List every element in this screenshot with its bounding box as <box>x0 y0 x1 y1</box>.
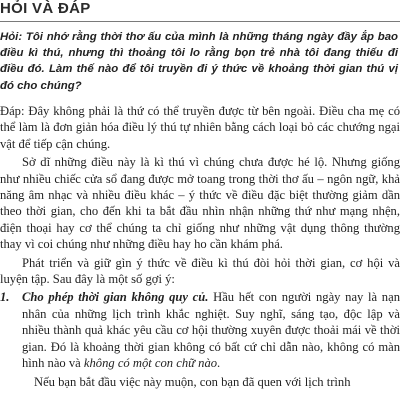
answer-paragraph-3: Phát triển và giữ gìn ý thức về điều kì thú đòi hỏi thời gian, cơ hội và luyện tập. Sau đây là một số gợi ý: <box>0 255 400 287</box>
list-item-text: Hầu hết con người ngày nay là nạn nhân của những lịch trình khắc nghiệt. Suy nghĩ, sáng tạo, độc lập và nhiều thành quả khác yêu cầu cơ hội thường xuyên được thoải mái về thời gian. Đó là khoảng thời gian không có bất cứ chỉ dẫn nào, không có màn hình nào và <box>22 290 400 371</box>
answer-paragraph-4: Nếu bạn bắt đầu việc này muộn, con bạn đã quen với lịch trình <box>34 374 351 389</box>
list-item-1 <box>0 289 400 371</box>
list-item-lead: Cho phép thời gian không quy củ. <box>22 290 209 305</box>
list-item-emphasis: không có một con chữ nào <box>83 356 218 371</box>
answer-body <box>0 103 400 392</box>
section-heading: HỎI VÀ ĐÁP <box>0 0 91 17</box>
heading-divider <box>0 21 400 22</box>
list-item-text-end: . <box>217 356 221 371</box>
question-paragraph: Hỏi: Tôi nhớ rằng thời thơ ấu của mình là những tháng ngày đầy ắp bao điều kì thú, nhưng thì thoảng tôi lo rằng bọn trẻ nhà tôi đang thiếu đi điều đó. Làm thế nào để tôi truyền đi ý thức về khoảng thời gian thú vị đó cho chúng? <box>0 31 398 92</box>
list-item-number: 1. <box>0 290 10 305</box>
answer-paragraph-2: Sở dĩ những điều này là kì thú vì chúng chưa được hé lộ. Nhưng giống như nhiều chiếc cửa sổ đang được mở toang trong thời thơ ấu – ngôn ngữ, khả năng âm nhạc và nhiều điều khác – ý thức về điều đặc biệt thường giảm dần theo thời gian, cho đến khi ta bắt đầu nhìn nhận những thứ như mạng nhện, điện thoại hay cơ thể chúng ta chỉ giống như những vật dụng thông thường thay vì coi chúng như những điều hay ho cần khám phá. <box>0 155 400 252</box>
answer-paragraph-1: Đáp: Đây không phải là thứ có thể truyền được từ bên ngoài. Điều cha mẹ có thể làm là đơn giản hóa điều lý thú tự nhiên bằng cách loại bỏ các chướng ngại vật để tiếp cận chúng. <box>0 104 400 151</box>
